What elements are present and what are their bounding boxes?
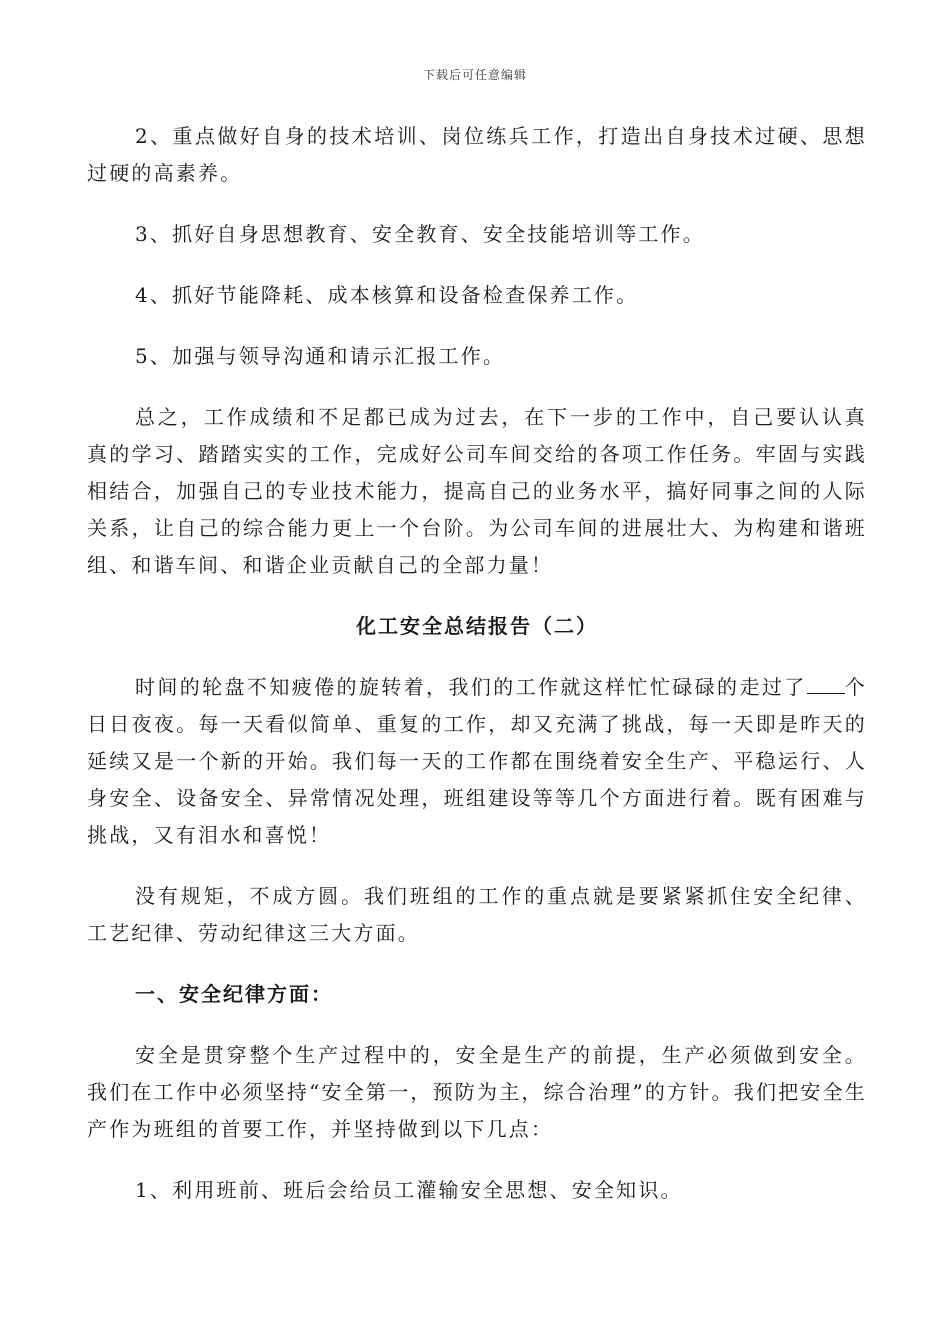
section-title: 化工安全总结报告（二） [356, 614, 598, 638]
intro-paragraph [87, 669, 867, 854]
safety-paragraph: 安全是贯穿整个生产过程中的，安全是生产的前提，生产必须做到安全。我们在工作中必须坚持“安全第一，预防为主，综合治理”的方针。我们把安全生产作为班组的首要工作，并坚持做到以下几点： [87, 1043, 867, 1141]
list-item-3: 3、抓好自身思想教育、安全教育、安全技能培训等工作。 [135, 222, 705, 246]
intro-text-part2: 个日日夜夜。每一天看似简单、重复的工作，却又充满了挑战，每一天即是昨天的延续又是一个新的开始。我们每一天的工作都在围绕着安全生产、平稳运行、人身安全、设备安全、异常情况处理，班组建设等等几个方面进行着。既有困难与挑战，又有泪水和喜悦！ [87, 675, 867, 847]
intro-text-part1: 时间的轮盘不知疲倦的旋转着，我们的工作就这样忙忙碌碌的走过了 [135, 675, 807, 699]
fill-in-blank [807, 675, 845, 694]
rules-paragraph: 没有规矩，不成方圆。我们班组的工作的重点就是要紧紧抓住安全纪律、工艺纪律、劳动纪律这三大方面。 [87, 884, 867, 945]
page-header-note: 下载后可任意编辑 [422, 68, 527, 82]
summary-paragraph: 总之，工作成绩和不足都已成为过去，在下一步的工作中，自己要认认真真的学习、踏踏实实的工作，完成好公司车间交给的各项工作任务。牢固与实践相结合，加强自己的专业技术能力，提高自己的业务水平，搞好同事之间的人际关系，让自己的综合能力更上一个台阶。为公司车间的进展壮大、为构建和谐班组、和谐车间、和谐企业贡献自己的全部力量！ [87, 405, 867, 577]
list-item-5: 5、加强与领导沟通和请示汇报工作。 [135, 344, 506, 368]
subheading-safety: 一、安全纪律方面： [135, 982, 333, 1006]
list-item-1: 1、利用班前、班后会给员工灌输安全思想、安全知识。 [135, 1178, 683, 1202]
document-body [87, 118, 867, 1233]
list-item-4: 4、抓好节能降耗、成本核算和设备检查保养工作。 [135, 283, 639, 307]
list-item-2: 2、重点做好自身的技术培训、岗位练兵工作，打造出自身技术过硬、思想过硬的高素养。 [87, 124, 867, 185]
